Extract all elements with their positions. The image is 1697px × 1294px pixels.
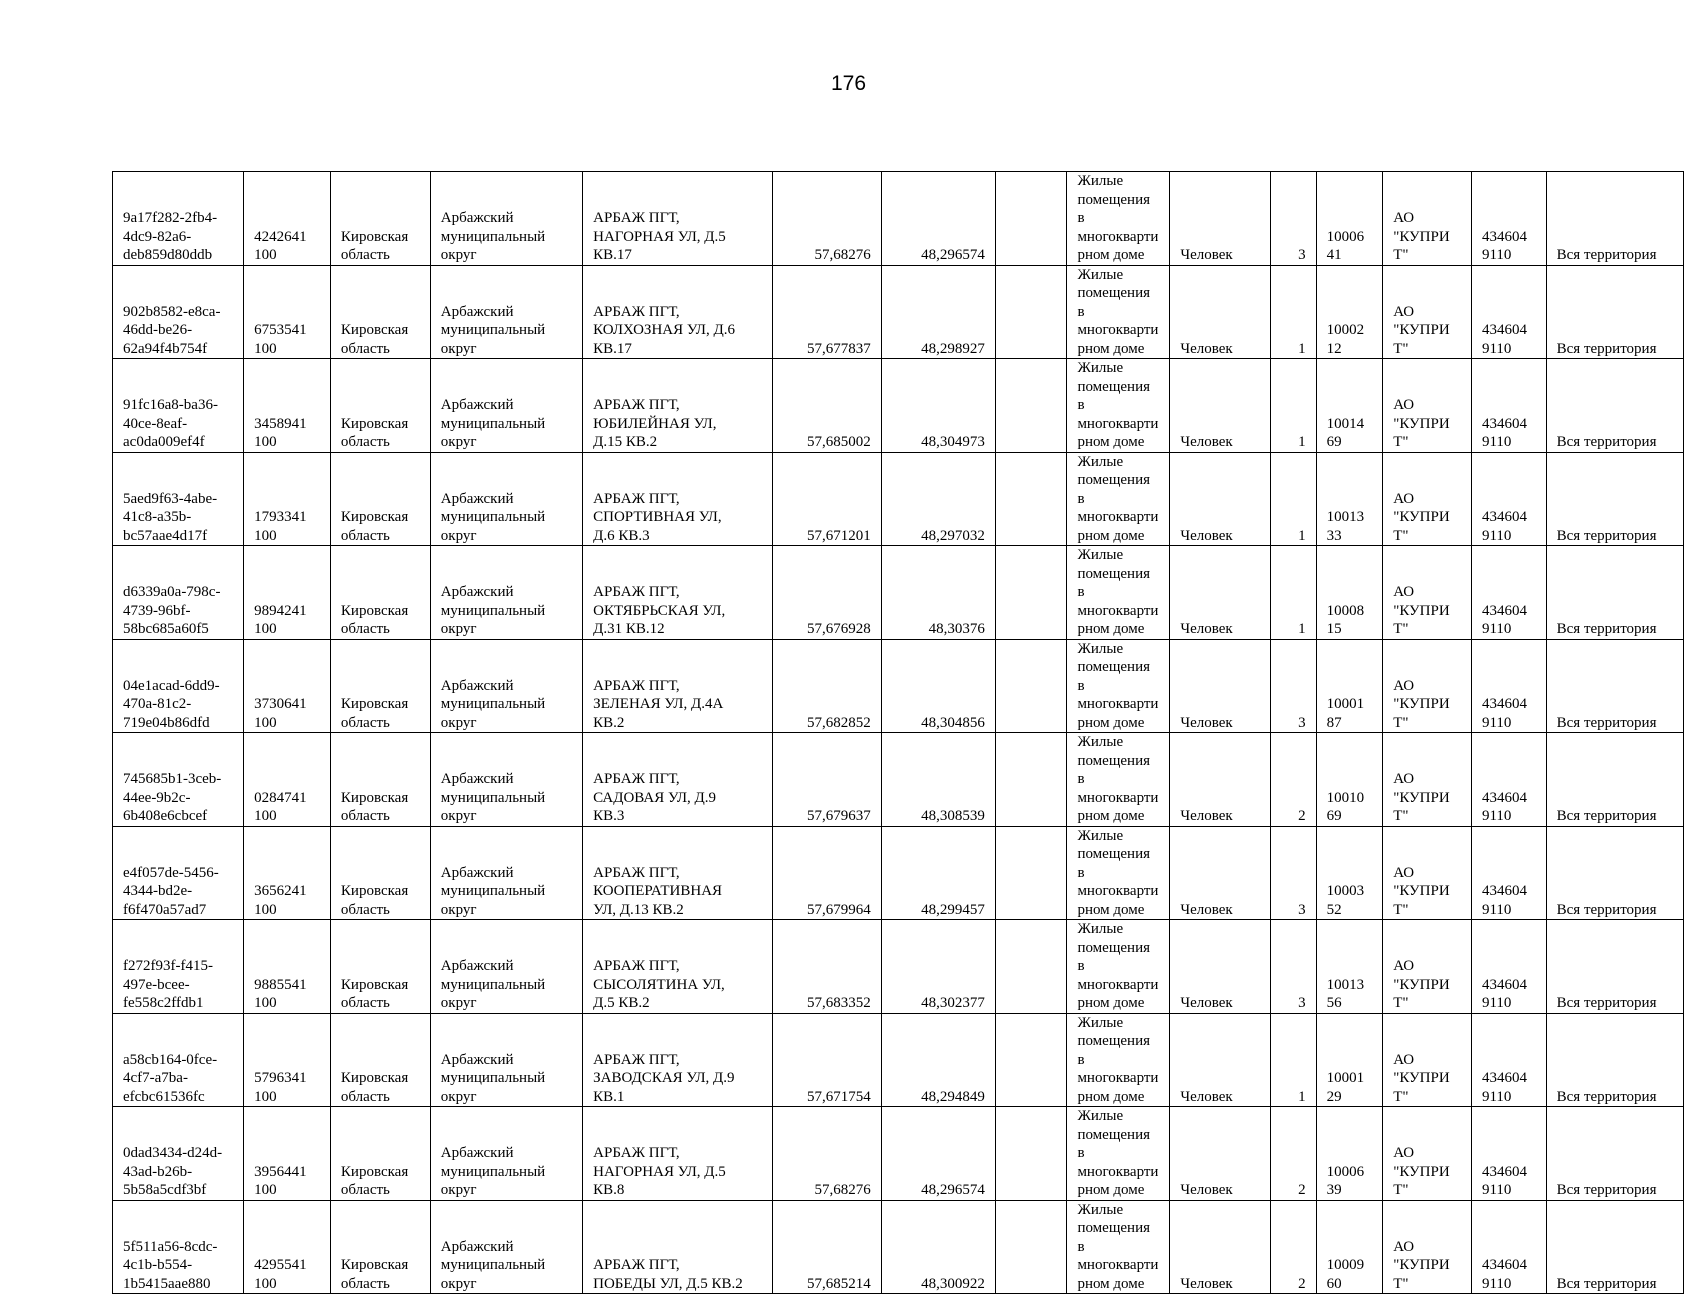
count-cell: 1 <box>1271 1013 1316 1107</box>
district-cell: Арбажский муниципальный округ <box>430 1013 582 1107</box>
region-cell: Кировская область <box>330 265 430 359</box>
longitude-cell: 48,300922 <box>881 1200 995 1294</box>
latitude-cell: 57,685002 <box>772 359 881 453</box>
territory-cell: Вся территория <box>1546 359 1683 453</box>
count-cell: 3 <box>1271 639 1316 733</box>
district-cell: Арбажский муниципальный округ <box>430 172 582 266</box>
address-cell: АРБАЖ ПГТ, СЫСОЛЯТИНА УЛ, Д.5 КВ.2 <box>583 920 773 1014</box>
territory-cell: Вся территория <box>1546 1107 1683 1201</box>
organization-cell: АО "КУПРИ Т" <box>1383 826 1472 920</box>
premises-type-cell: Жилые помещения в многокварти рном доме <box>1067 1107 1170 1201</box>
empty-cell <box>995 359 1067 453</box>
inn-cell: 434604 9110 <box>1471 359 1546 453</box>
address-cell: АРБАЖ ПГТ, ЮБИЛЕЙНАЯ УЛ, Д.15 КВ.2 <box>583 359 773 453</box>
longitude-cell: 48,304856 <box>881 639 995 733</box>
table-row <box>113 1107 1684 1201</box>
count-cell: 3 <box>1271 920 1316 1014</box>
premises-type-cell: Жилые помещения в многокварти рном доме <box>1067 826 1170 920</box>
code-cell: 0284741 100 <box>244 733 331 827</box>
region-cell: Кировская область <box>330 639 430 733</box>
district-cell: Арбажский муниципальный округ <box>430 452 582 546</box>
table-row <box>113 733 1684 827</box>
premises-type-cell: Жилые помещения в многокварти рном доме <box>1067 1200 1170 1294</box>
number-cell: 10010 69 <box>1316 733 1383 827</box>
longitude-cell: 48,296574 <box>881 172 995 266</box>
table-row <box>113 265 1684 359</box>
number-cell: 10013 33 <box>1316 452 1383 546</box>
table-row <box>113 172 1684 266</box>
object-id-cell: f272f93f-f415- 497e-bcee- fe558c2ffdb1 <box>113 920 244 1014</box>
territory-cell: Вся территория <box>1546 733 1683 827</box>
empty-cell <box>995 733 1067 827</box>
region-cell: Кировская область <box>330 452 430 546</box>
object-id-cell: 9a17f282-2fb4- 4dc9-82a6- deb859d80ddb <box>113 172 244 266</box>
latitude-cell: 57,68276 <box>772 1107 881 1201</box>
address-cell: АРБАЖ ПГТ, НАГОРНАЯ УЛ, Д.5 КВ.17 <box>583 172 773 266</box>
unit-cell: Человек <box>1170 1013 1271 1107</box>
unit-cell: Человек <box>1170 452 1271 546</box>
object-id-cell: 91fc16a8-ba36- 40ce-8eaf- ac0da009ef4f <box>113 359 244 453</box>
inn-cell: 434604 9110 <box>1471 920 1546 1014</box>
district-cell: Арбажский муниципальный округ <box>430 546 582 640</box>
number-cell: 10013 56 <box>1316 920 1383 1014</box>
address-cell: АРБАЖ ПГТ, КОЛХОЗНАЯ УЛ, Д.6 КВ.17 <box>583 265 773 359</box>
organization-cell: АО "КУПРИ Т" <box>1383 1013 1472 1107</box>
table-row <box>113 826 1684 920</box>
district-cell: Арбажский муниципальный округ <box>430 733 582 827</box>
unit-cell: Человек <box>1170 639 1271 733</box>
code-cell: 3656241 100 <box>244 826 331 920</box>
count-cell: 1 <box>1271 265 1316 359</box>
count-cell: 1 <box>1271 546 1316 640</box>
district-cell: Арбажский муниципальный округ <box>430 1200 582 1294</box>
address-cell: АРБАЖ ПГТ, ЗАВОДСКАЯ УЛ, Д.9 КВ.1 <box>583 1013 773 1107</box>
unit-cell: Человек <box>1170 1107 1271 1201</box>
empty-cell <box>995 265 1067 359</box>
latitude-cell: 57,679637 <box>772 733 881 827</box>
inn-cell: 434604 9110 <box>1471 1107 1546 1201</box>
table-row <box>113 639 1684 733</box>
table-row <box>113 920 1684 1014</box>
empty-cell <box>995 452 1067 546</box>
unit-cell: Человек <box>1170 546 1271 640</box>
organization-cell: АО "КУПРИ Т" <box>1383 1200 1472 1294</box>
district-cell: Арбажский муниципальный округ <box>430 359 582 453</box>
object-id-cell: 902b8582-e8ca- 46dd-be26- 62a94f4b754f <box>113 265 244 359</box>
region-cell: Кировская область <box>330 359 430 453</box>
address-cell: АРБАЖ ПГТ, НАГОРНАЯ УЛ, Д.5 КВ.8 <box>583 1107 773 1201</box>
unit-cell: Человек <box>1170 1200 1271 1294</box>
count-cell: 2 <box>1271 733 1316 827</box>
table-row <box>113 452 1684 546</box>
latitude-cell: 57,682852 <box>772 639 881 733</box>
territory-cell: Вся территория <box>1546 1200 1683 1294</box>
inn-cell: 434604 9110 <box>1471 1013 1546 1107</box>
organization-cell: АО "КУПРИ Т" <box>1383 920 1472 1014</box>
territory-cell: Вся территория <box>1546 546 1683 640</box>
latitude-cell: 57,677837 <box>772 265 881 359</box>
longitude-cell: 48,30376 <box>881 546 995 640</box>
premises-type-cell: Жилые помещения в многокварти рном доме <box>1067 265 1170 359</box>
empty-cell <box>995 1107 1067 1201</box>
object-id-cell: 5aed9f63-4abe- 41c8-a35b- bc57aae4d17f <box>113 452 244 546</box>
object-id-cell: 5f511a56-8cdc- 4c1b-b554- 1b5415aae880 <box>113 1200 244 1294</box>
premises-type-cell: Жилые помещения в многокварти рном доме <box>1067 733 1170 827</box>
number-cell: 10003 52 <box>1316 826 1383 920</box>
empty-cell <box>995 920 1067 1014</box>
region-cell: Кировская область <box>330 1107 430 1201</box>
table-row <box>113 1200 1684 1294</box>
longitude-cell: 48,297032 <box>881 452 995 546</box>
number-cell: 10001 29 <box>1316 1013 1383 1107</box>
address-cell: АРБАЖ ПГТ, КООПЕРАТИВНАЯ УЛ, Д.13 КВ.2 <box>583 826 773 920</box>
premises-type-cell: Жилые помещения в многокварти рном доме <box>1067 639 1170 733</box>
longitude-cell: 48,308539 <box>881 733 995 827</box>
premises-type-cell: Жилые помещения в многокварти рном доме <box>1067 359 1170 453</box>
unit-cell: Человек <box>1170 265 1271 359</box>
territory-cell: Вся территория <box>1546 826 1683 920</box>
address-cell: АРБАЖ ПГТ, САДОВАЯ УЛ, Д.9 КВ.3 <box>583 733 773 827</box>
district-cell: Арбажский муниципальный округ <box>430 639 582 733</box>
territory-cell: Вся территория <box>1546 452 1683 546</box>
longitude-cell: 48,304973 <box>881 359 995 453</box>
latitude-cell: 57,671201 <box>772 452 881 546</box>
object-id-cell: e4f057de-5456- 4344-bd2e- f6f470a57ad7 <box>113 826 244 920</box>
region-cell: Кировская область <box>330 920 430 1014</box>
inn-cell: 434604 9110 <box>1471 1200 1546 1294</box>
district-cell: Арбажский муниципальный округ <box>430 265 582 359</box>
latitude-cell: 57,68276 <box>772 172 881 266</box>
unit-cell: Человек <box>1170 733 1271 827</box>
latitude-cell: 57,683352 <box>772 920 881 1014</box>
count-cell: 1 <box>1271 359 1316 453</box>
unit-cell: Человек <box>1170 359 1271 453</box>
table-row <box>113 546 1684 640</box>
table-row <box>113 359 1684 453</box>
territory-cell: Вся территория <box>1546 265 1683 359</box>
code-cell: 5796341 100 <box>244 1013 331 1107</box>
organization-cell: АО "КУПРИ Т" <box>1383 359 1472 453</box>
code-cell: 9885541 100 <box>244 920 331 1014</box>
organization-cell: АО "КУПРИ Т" <box>1383 265 1472 359</box>
district-cell: Арбажский муниципальный округ <box>430 826 582 920</box>
address-cell: АРБАЖ ПГТ, СПОРТИВНАЯ УЛ, Д.6 КВ.3 <box>583 452 773 546</box>
organization-cell: АО "КУПРИ Т" <box>1383 546 1472 640</box>
latitude-cell: 57,671754 <box>772 1013 881 1107</box>
empty-cell <box>995 546 1067 640</box>
number-cell: 10009 60 <box>1316 1200 1383 1294</box>
count-cell: 1 <box>1271 452 1316 546</box>
number-cell: 10001 87 <box>1316 639 1383 733</box>
count-cell: 3 <box>1271 172 1316 266</box>
latitude-cell: 57,679964 <box>772 826 881 920</box>
inn-cell: 434604 9110 <box>1471 452 1546 546</box>
organization-cell: АО "КУПРИ Т" <box>1383 452 1472 546</box>
district-cell: Арбажский муниципальный округ <box>430 920 582 1014</box>
region-cell: Кировская область <box>330 733 430 827</box>
object-id-cell: 0dad3434-d24d- 43ad-b26b- 5b58a5cdf3bf <box>113 1107 244 1201</box>
longitude-cell: 48,294849 <box>881 1013 995 1107</box>
unit-cell: Человек <box>1170 826 1271 920</box>
organization-cell: АО "КУПРИ Т" <box>1383 172 1472 266</box>
number-cell: 10006 41 <box>1316 172 1383 266</box>
count-cell: 2 <box>1271 1200 1316 1294</box>
premises-type-cell: Жилые помещения в многокварти рном доме <box>1067 920 1170 1014</box>
table-body <box>113 172 1684 1294</box>
region-cell: Кировская область <box>330 826 430 920</box>
table-row <box>113 1013 1684 1107</box>
inn-cell: 434604 9110 <box>1471 546 1546 640</box>
object-id-cell: 745685b1-3ceb- 44ee-9b2c- 6b408e6cbcef <box>113 733 244 827</box>
latitude-cell: 57,676928 <box>772 546 881 640</box>
region-cell: Кировская область <box>330 1013 430 1107</box>
territory-cell: Вся территория <box>1546 1013 1683 1107</box>
organization-cell: АО "КУПРИ Т" <box>1383 1107 1472 1201</box>
number-cell: 10014 69 <box>1316 359 1383 453</box>
longitude-cell: 48,298927 <box>881 265 995 359</box>
region-cell: Кировская область <box>330 172 430 266</box>
code-cell: 9894241 100 <box>244 546 331 640</box>
code-cell: 1793341 100 <box>244 452 331 546</box>
count-cell: 2 <box>1271 1107 1316 1201</box>
inn-cell: 434604 9110 <box>1471 733 1546 827</box>
inn-cell: 434604 9110 <box>1471 639 1546 733</box>
premises-type-cell: Жилые помещения в многокварти рном доме <box>1067 1013 1170 1107</box>
registry-table <box>112 171 1684 1294</box>
organization-cell: АО "КУПРИ Т" <box>1383 733 1472 827</box>
code-cell: 6753541 100 <box>244 265 331 359</box>
number-cell: 10008 15 <box>1316 546 1383 640</box>
unit-cell: Человек <box>1170 172 1271 266</box>
number-cell: 10006 39 <box>1316 1107 1383 1201</box>
address-cell: АРБАЖ ПГТ, ПОБЕДЫ УЛ, Д.5 КВ.2 <box>583 1200 773 1294</box>
region-cell: Кировская область <box>330 546 430 640</box>
code-cell: 4242641 100 <box>244 172 331 266</box>
territory-cell: Вся территория <box>1546 920 1683 1014</box>
inn-cell: 434604 9110 <box>1471 826 1546 920</box>
longitude-cell: 48,296574 <box>881 1107 995 1201</box>
empty-cell <box>995 1013 1067 1107</box>
organization-cell: АО "КУПРИ Т" <box>1383 639 1472 733</box>
premises-type-cell: Жилые помещения в многокварти рном доме <box>1067 546 1170 640</box>
code-cell: 3956441 100 <box>244 1107 331 1201</box>
page-number: 176 <box>830 72 867 95</box>
unit-cell: Человек <box>1170 920 1271 1014</box>
premises-type-cell: Жилые помещения в многокварти рном доме <box>1067 452 1170 546</box>
latitude-cell: 57,685214 <box>772 1200 881 1294</box>
code-cell: 3458941 100 <box>244 359 331 453</box>
number-cell: 10002 12 <box>1316 265 1383 359</box>
object-id-cell: d6339a0a-798c- 4739-96bf- 58bc685a60f5 <box>113 546 244 640</box>
premises-type-cell: Жилые помещения в многокварти рном доме <box>1067 172 1170 266</box>
count-cell: 3 <box>1271 826 1316 920</box>
object-id-cell: 04e1acad-6dd9- 470a-81c2- 719e04b86dfd <box>113 639 244 733</box>
longitude-cell: 48,302377 <box>881 920 995 1014</box>
empty-cell <box>995 1200 1067 1294</box>
object-id-cell: a58cb164-0fce- 4cf7-a7ba- efcbc61536fc <box>113 1013 244 1107</box>
inn-cell: 434604 9110 <box>1471 172 1546 266</box>
empty-cell <box>995 826 1067 920</box>
address-cell: АРБАЖ ПГТ, ЗЕЛЕНАЯ УЛ, Д.4А КВ.2 <box>583 639 773 733</box>
empty-cell <box>995 639 1067 733</box>
territory-cell: Вся территория <box>1546 639 1683 733</box>
district-cell: Арбажский муниципальный округ <box>430 1107 582 1201</box>
address-cell: АРБАЖ ПГТ, ОКТЯБРЬСКАЯ УЛ, Д.31 КВ.12 <box>583 546 773 640</box>
region-cell: Кировская область <box>330 1200 430 1294</box>
code-cell: 3730641 100 <box>244 639 331 733</box>
inn-cell: 434604 9110 <box>1471 265 1546 359</box>
territory-cell: Вся территория <box>1546 172 1683 266</box>
code-cell: 4295541 100 <box>244 1200 331 1294</box>
empty-cell <box>995 172 1067 266</box>
longitude-cell: 48,299457 <box>881 826 995 920</box>
